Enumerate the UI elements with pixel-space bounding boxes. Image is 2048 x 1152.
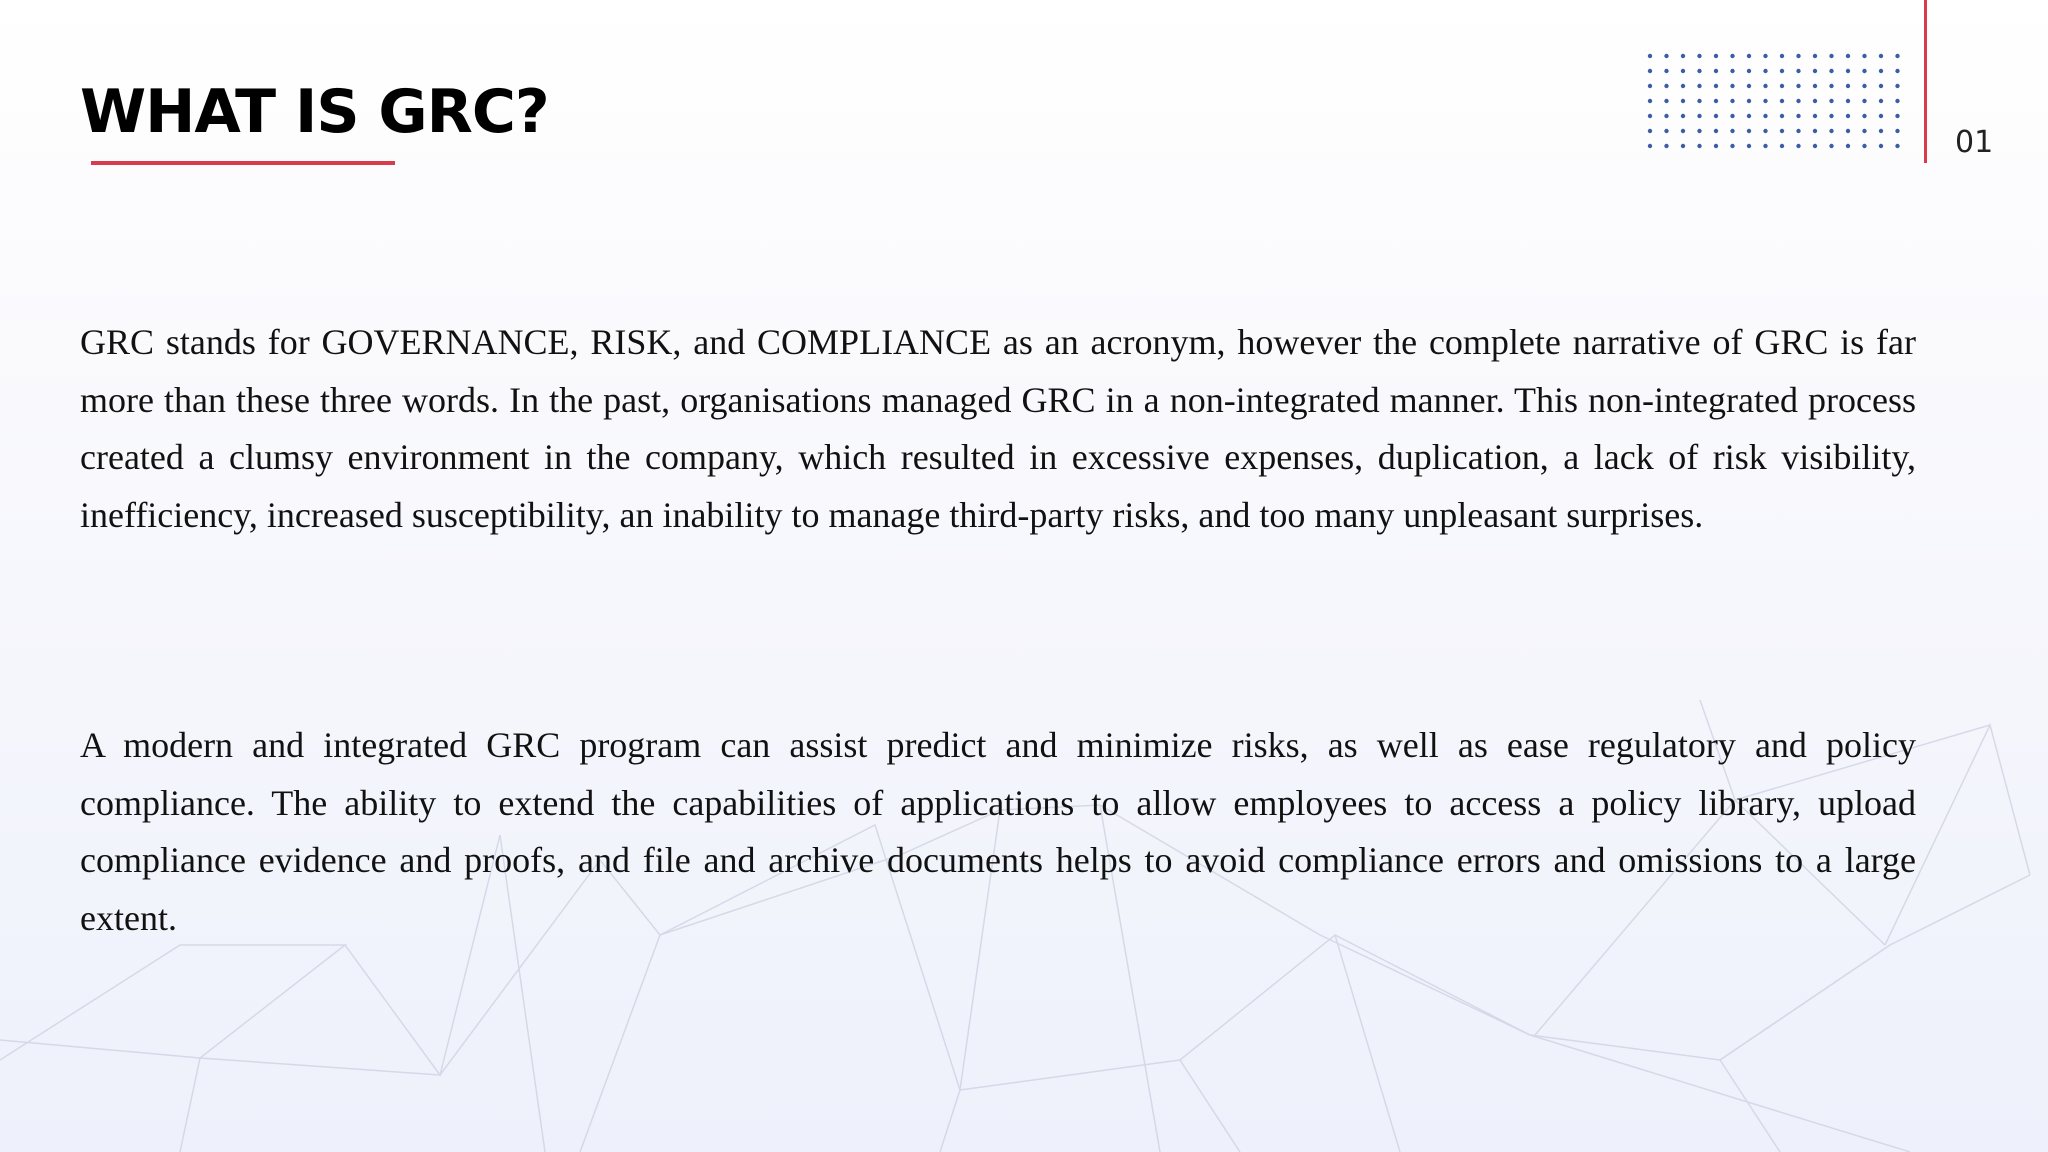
paragraph-modern-grc: A modern and integrated GRC program can assist predict and minimize risks, as well as ease regulatory and policy compliance. The ability to extend the capabilities of applications to allow employees to access a policy library, upload compliance evidence and proofs, and file and archive documents helps to avoid compliance errors and omissions to a large extent.: [80, 725, 1916, 938]
title-underline: [91, 161, 395, 165]
dot-grid-decoration: [1640, 50, 1900, 160]
page-number: 01: [1955, 125, 1994, 160]
slide-title: WHAT IS GRC?: [80, 77, 549, 147]
paragraph-grc-definition: GRC stands for GOVERNANCE, RISK, and COMPLIANCE as an acronym, however the complete narrative of GRC is far more than these three words. In the past, organisations managed GRC in a non-integrated manner. This non-integrated process created a clumsy environment in the company, which resulted in excessive expenses, duplication, a lack of risk visibility, inefficiency, increased susceptibility, an inability to manage third-party risks, and too many unpleasant surprises.: [80, 322, 1916, 535]
accent-vertical-line: [1924, 0, 1927, 163]
